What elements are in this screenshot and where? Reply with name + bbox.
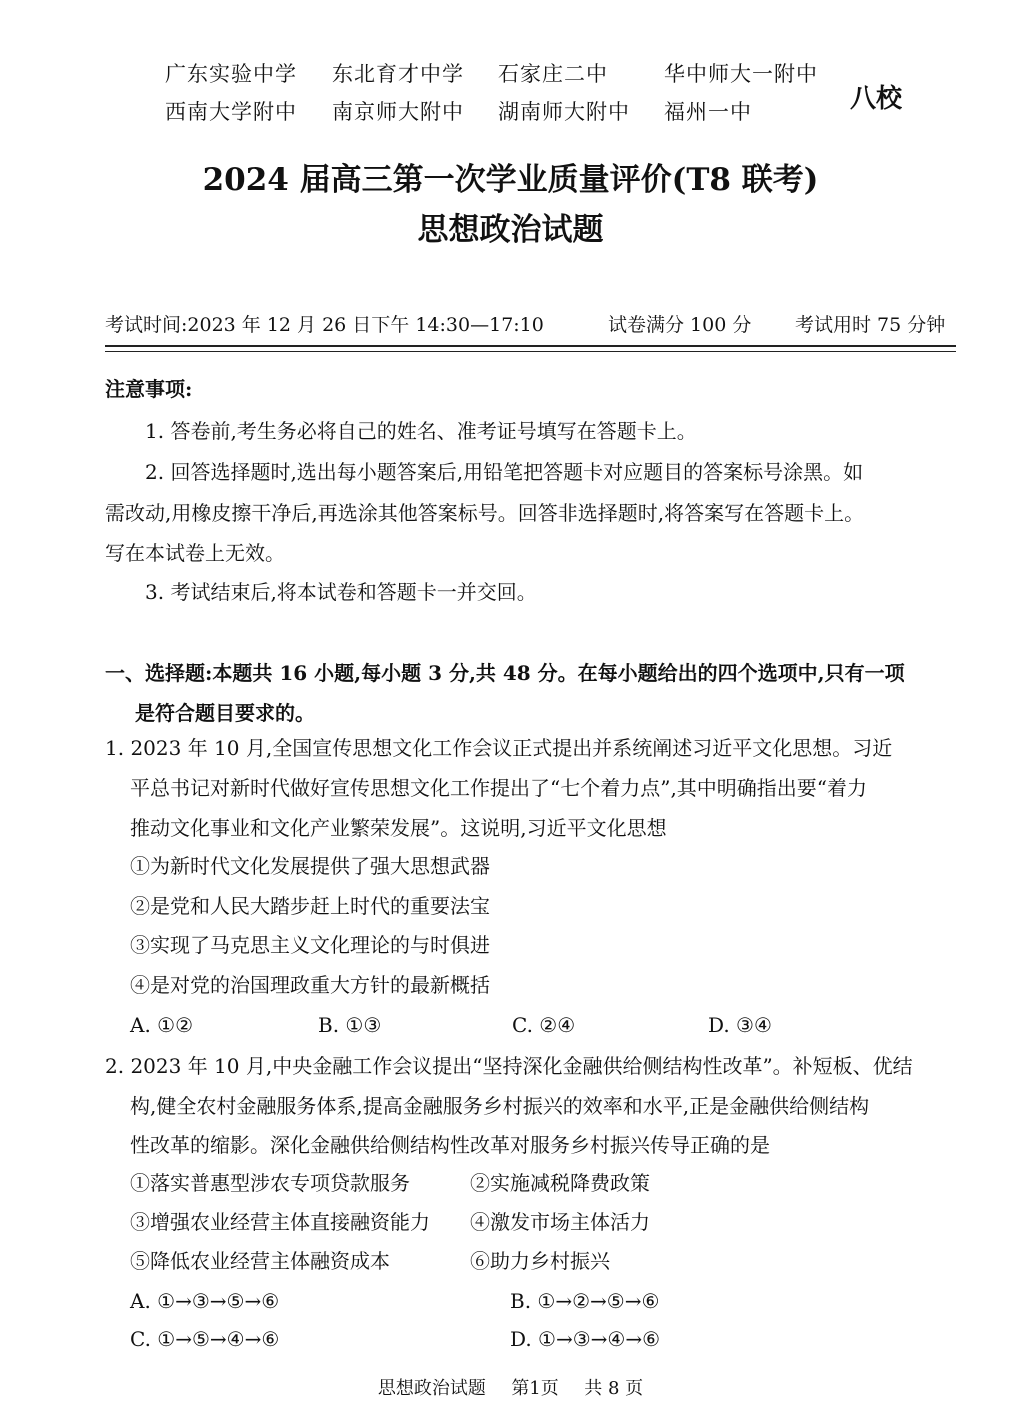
notice-item: 需改动,用橡皮擦干净后,再选涂其他答案标号。回答非选择题时,将答案写在答题卡上。 xyxy=(105,501,865,525)
page-footer xyxy=(0,1374,1021,1400)
question-1-option-a: A. ①② xyxy=(130,1013,194,1037)
question-1-statement: ②是党和人民大踏步赶上时代的重要法宝 xyxy=(130,894,490,918)
question-1-option-d: D. ③④ xyxy=(708,1013,772,1037)
footer-page-number: 第1页 xyxy=(511,1378,559,1399)
exam-subtitle: 思想政治试题 xyxy=(417,212,604,248)
question-2-text: 性改革的缩影。深化金融供给侧结构性改革对服务乡村振兴传导正确的是 xyxy=(130,1133,770,1157)
group-label: 八校 xyxy=(850,84,903,114)
question-2-statement: ①落实普惠型涉农专项贷款服务 xyxy=(130,1171,410,1195)
question-2-statement: ②实施减税降费政策 xyxy=(470,1171,650,1195)
question-2-text: 2. 2023 年 10 月,中央金融工作会议提出“坚持深化金融供给侧结构性改革”。补短板、优结 xyxy=(105,1054,913,1078)
footer-page-total: 共 8 页 xyxy=(584,1378,644,1399)
question-2-statement: ③增强农业经营主体直接融资能力 xyxy=(130,1210,430,1234)
exam-title: 2024 届高三第一次学业质量评价(T8 联考) xyxy=(202,162,819,198)
full-score: 试卷满分 100 分 xyxy=(608,314,752,336)
question-1-text: 1. 2023 年 10 月,全国宣传思想文化工作会议正式提出并系统阐述习近平文化思想。习近 xyxy=(105,736,893,760)
school-name: 东北育才中学 xyxy=(332,62,464,86)
footer-subject: 思想政治试题 xyxy=(377,1378,486,1399)
question-2-option-a: A. ①→③→⑤→⑥ xyxy=(130,1289,280,1313)
notice-heading: 注意事项: xyxy=(105,377,193,401)
notice-item: 写在本试卷上无效。 xyxy=(105,541,285,565)
notice-item: 3. 考试结束后,将本试卷和答题卡一并交回。 xyxy=(145,580,537,604)
question-1-statement: ①为新时代文化发展提供了强大思想武器 xyxy=(130,854,490,878)
school-name: 石家庄二中 xyxy=(498,62,608,86)
exam-time: 考试时间:2023 年 12 月 26 日下午 14:30—17:10 xyxy=(105,314,544,336)
school-name: 广东实验中学 xyxy=(165,62,297,86)
notice-item: 2. 回答选择题时,选出每小题答案后,用铅笔把答题卡对应题目的答案标号涂黑。如 xyxy=(145,460,864,484)
question-1-option-c: C. ②④ xyxy=(512,1013,576,1037)
question-2-option-c: C. ①→⑤→④→⑥ xyxy=(130,1327,280,1351)
question-1-text: 平总书记对新时代做好宣传思想文化工作提出了“七个着力点”,其中明确指出要“着力 xyxy=(130,776,868,800)
question-2-option-b: B. ①→②→⑤→⑥ xyxy=(510,1289,660,1313)
school-name: 湖南师大附中 xyxy=(498,100,630,124)
school-name: 南京师大附中 xyxy=(332,100,464,124)
question-2-statement: ④激发市场主体活力 xyxy=(470,1210,650,1234)
question-2-text: 构,健全农村金融服务体系,提高金融服务乡村振兴的效率和水平,正是金融供给侧结构 xyxy=(130,1094,870,1118)
divider xyxy=(105,351,956,352)
question-1-statement: ④是对党的治国理政重大方针的最新概括 xyxy=(130,973,490,997)
question-1-option-b: B. ①③ xyxy=(318,1013,382,1037)
school-name: 福州一中 xyxy=(664,100,752,124)
question-2-statement: ⑥助力乡村振兴 xyxy=(470,1249,610,1273)
question-2-option-d: D. ①→③→④→⑥ xyxy=(510,1327,661,1351)
divider xyxy=(105,345,956,347)
question-1-text: 推动文化事业和文化产业繁荣发展”。这说明,习近平文化思想 xyxy=(130,816,667,840)
school-name: 华中师大一附中 xyxy=(664,62,818,86)
section-heading: 一、选择题:本题共 16 小题,每小题 3 分,共 48 分。在每小题给出的四个选项中,只有一项 xyxy=(105,661,905,685)
question-1-statement: ③实现了马克思主义文化理论的与时俱进 xyxy=(130,933,490,957)
school-name: 西南大学附中 xyxy=(165,100,297,124)
question-2-statement: ⑤降低农业经营主体融资成本 xyxy=(130,1249,390,1273)
exam-duration: 考试用时 75 分钟 xyxy=(795,314,946,336)
notice-item: 1. 答卷前,考生务必将自己的姓名、准考证号填写在答题卡上。 xyxy=(145,419,697,443)
section-heading-cont: 是符合题目要求的。 xyxy=(135,701,315,725)
